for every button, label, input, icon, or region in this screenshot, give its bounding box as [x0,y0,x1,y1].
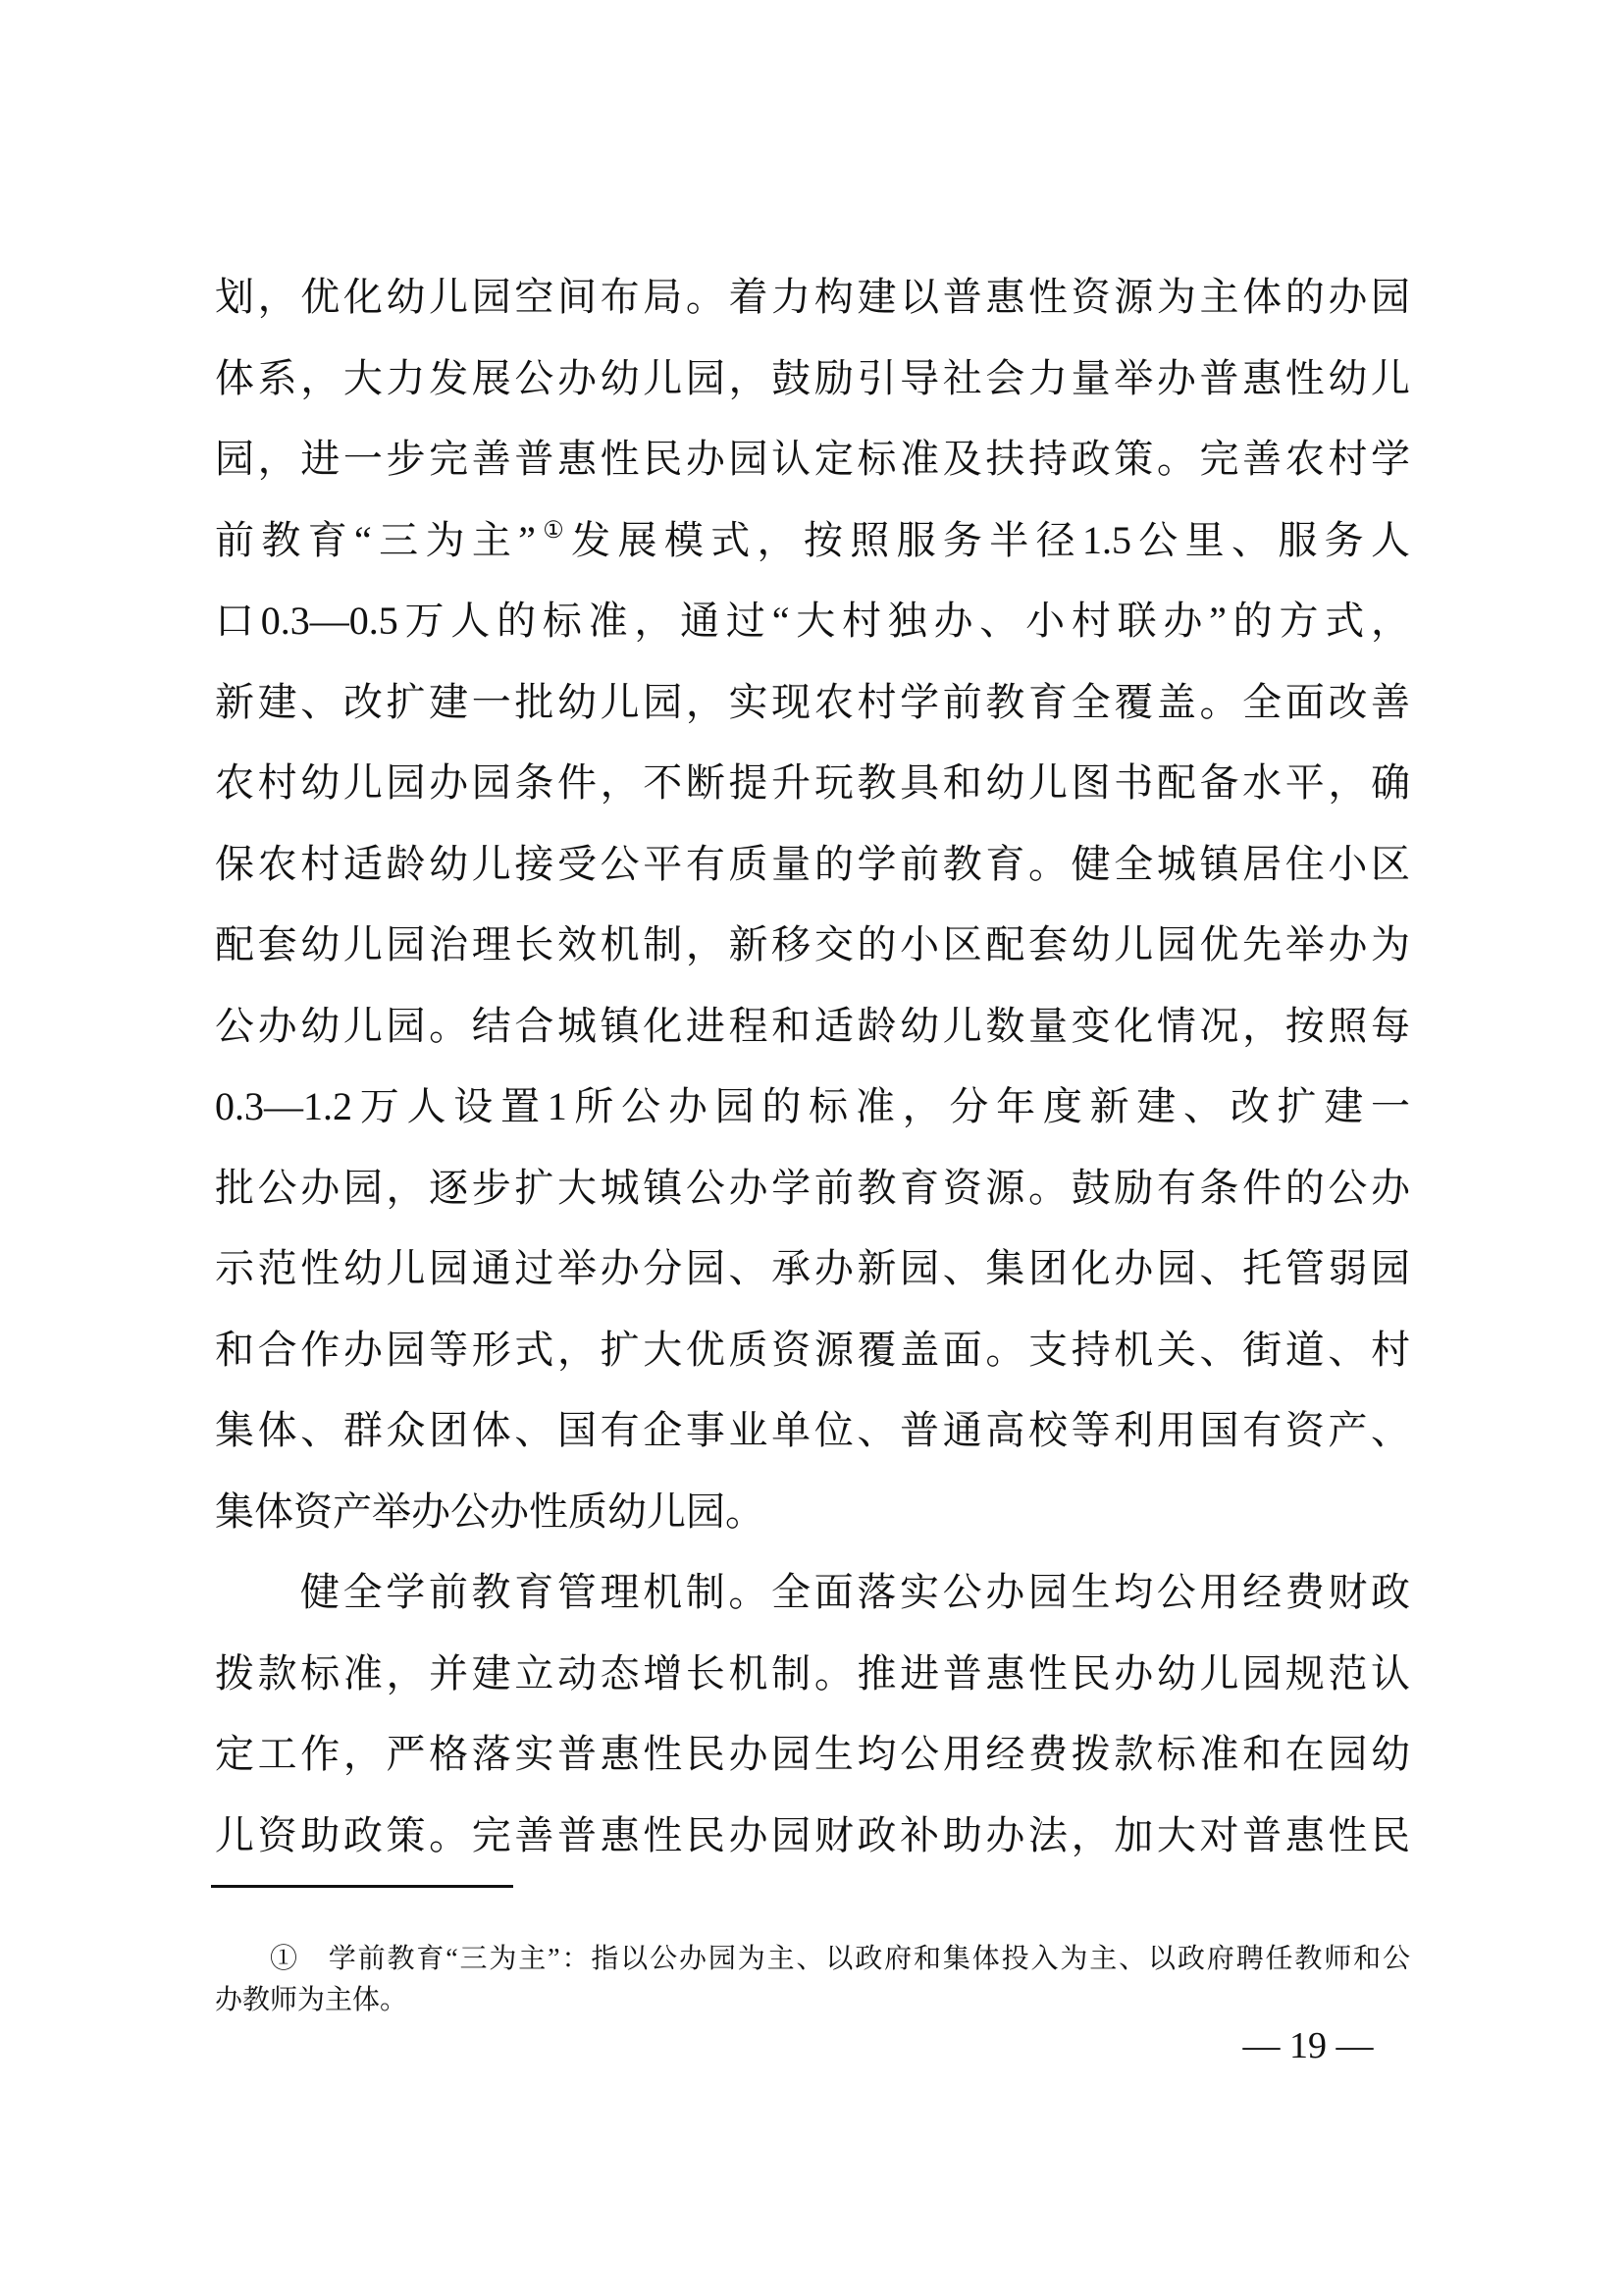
text-line: 0.3—1.2万人设置1所公办园的标准，分年度新建、改扩建一 [215,1084,1410,1128]
text-line-paragraph-start: 健全学前教育管理机制。全面落实公办园生均公用经费财政 [300,1570,1410,1614]
text-line: 口0.3—0.5万人的标准，通过“大村独办、小村联办”的方式， [215,599,1410,643]
text-line: 拨款标准，并建立动态增长机制。推进普惠性民办幼儿园规范认 [215,1650,1410,1696]
text-line: 示范性幼儿园通过举办分园、承办新园、集团化办园、托管弱园 [215,1246,1410,1290]
footnote-line: 办教师为主体。 [215,1985,408,2015]
text-line: 体系，大力发展公办幼儿园，鼓励引导社会力量举办普惠性幼儿 [215,355,1410,400]
text-line: 划，优化幼儿园空间布局。着力构建以普惠性资源为主体的办园 [215,275,1410,319]
text-line: 农村幼儿园办园条件，不断提升玩教具和幼儿图书配备水平，确 [215,760,1410,805]
text-line: 配套幼儿园治理长效机制，新移交的小区配套幼儿园优先举办为 [215,922,1410,966]
text-line: 批公办园，逐步扩大城镇公办学前教育资源。鼓励有条件的公办 [215,1165,1410,1210]
text-line [215,500,1410,582]
text-line: 集体、群众团体、国有企事业单位、普通高校等利用国有资产、 [215,1408,1410,1452]
text-line: 保农村适龄幼儿接受公平有质量的学前教育。健全城镇居住小区 [215,841,1410,886]
footnote-separator-rule [211,1885,513,1888]
footnote-ref-superscript: ① [535,517,572,544]
text-line: 新建、改扩建一批幼儿园，实现农村学前教育全覆盖。全面改善 [215,679,1410,724]
body-text [215,257,1410,1876]
footnote-line: ① 学前教育“三为主”：指以公办园为主、以政府和集体投入为主、以政府聘任教师和公 [270,1944,1410,1974]
text-line: 和合作办园等形式，扩大优质资源覆盖面。支持机关、街道、村 [215,1327,1410,1372]
page-number: — 19 — [1242,2025,1374,2066]
text-line: 定工作，严格落实普惠性民办园生均公用经费拨款标准和在园幼 [215,1732,1410,1776]
text-segment: 前教育“三为主” [215,517,536,562]
text-line-paragraph-end: 集体资产举办公办性质幼儿园。 [215,1488,764,1534]
footnote [215,1939,1410,2021]
text-line: 园，进一步完善普惠性民办园认定标准及扶持政策。完善农村学 [215,437,1410,481]
text-line: 儿资助政策。完善普惠性民办园财政补助办法，加大对普惠性民 [215,1812,1410,1857]
text-line: 公办幼儿园。结合城镇化进程和适龄幼儿数量变化情况，按照每 [215,1003,1410,1048]
text-segment: 发展模式，按照服务半径1.5公里、服务人 [571,517,1410,562]
